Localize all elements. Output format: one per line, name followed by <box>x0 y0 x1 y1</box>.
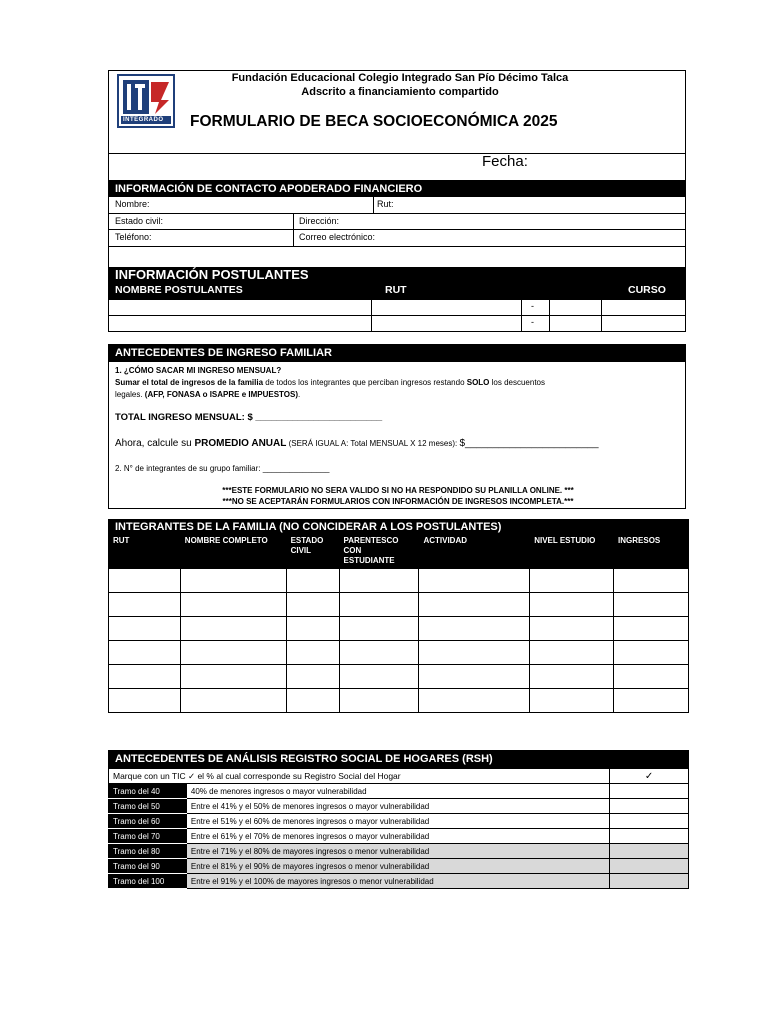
col-nivel-estudio: NIVEL ESTUDIO <box>530 534 614 569</box>
table-row[interactable] <box>109 689 689 713</box>
org-subtitle: Adscrito a financiamiento compartido <box>301 86 499 98</box>
nombre-field[interactable]: Nombre: <box>115 199 150 209</box>
rsh-tramo-label: Tramo del 60 <box>109 814 187 829</box>
rsh-tramo-checkbox[interactable] <box>610 874 689 889</box>
check-icon: ✓ <box>610 769 689 784</box>
table-row[interactable] <box>109 641 689 665</box>
org-name: Fundación Educacional Colegio Integrado San Pío Décimo Talca <box>231 72 569 84</box>
correo-field[interactable]: Correo electrónico: <box>299 232 376 242</box>
table-row[interactable] <box>109 569 689 593</box>
rsh-tramo-label: Tramo del 50 <box>109 799 187 814</box>
rut-dash: - <box>531 317 534 327</box>
applicants-table <box>108 299 686 332</box>
calc-blank: $________________________ <box>459 438 599 449</box>
rsh-tramo-label: Tramo del 40 <box>109 784 187 799</box>
table-row[interactable] <box>109 617 689 641</box>
col-rut: RUT <box>109 534 181 569</box>
rsh-instruction: Marque con un TIC ✓ el % al cual corresponde su Registro Social del Hogar <box>109 769 610 784</box>
school-logo <box>117 74 175 128</box>
family-count-field[interactable]: 2. N° de integrantes de su grupo familiar: _______________ <box>115 464 330 473</box>
income-instr-end: los descuentos <box>489 378 545 387</box>
legal-start: legales. <box>115 390 145 399</box>
income-instructions <box>115 378 675 387</box>
calc-note: (SERÁ IGUAL A: Total MENSUAL X 12 meses): <box>286 439 460 448</box>
rsh-section-header: ANTECEDENTES DE ANÁLISIS REGISTRO SOCIAL DE HOGARES (RSH) <box>108 750 689 768</box>
rut-field[interactable]: Rut: <box>377 199 394 209</box>
rsh-tramo-checkbox[interactable] <box>610 829 689 844</box>
col-ingresos: INGRESOS <box>614 534 689 569</box>
income-instr-bold: Sumar el total de ingresos de la familia <box>115 378 264 387</box>
rsh-tramo-desc: Entre el 61% y el 70% de menores ingresos o mayor vulnerabilidad <box>186 829 609 844</box>
date-label: Fecha: <box>482 153 528 170</box>
col-nombre-postulantes: NOMBRE POSTULANTES <box>115 284 243 296</box>
contact-grid <box>108 196 686 247</box>
family-table <box>108 533 689 713</box>
logo-text: INTEGRADO <box>123 117 164 123</box>
warning-2: ***NO SE ACEPTARÁN FORMULARIOS CON INFORMACIÓN DE INGRESOS INCOMPLETA.*** <box>222 497 574 506</box>
rsh-tramo-label: Tramo del 80 <box>109 844 187 859</box>
income-section-header: ANTECEDENTES DE INGRESO FAMILIAR <box>108 344 686 362</box>
estado-civil-field[interactable]: Estado civil: <box>115 216 164 226</box>
income-legal <box>115 390 300 399</box>
col-curso: CURSO <box>628 284 666 296</box>
income-box <box>108 361 686 509</box>
rsh-tramo-desc: Entre el 71% y el 80% de mayores ingresos o menor vulnerabilidad <box>186 844 609 859</box>
rsh-row <box>109 814 689 829</box>
rsh-tramo-desc: Entre el 91% y el 100% de mayores ingresos o menor vulnerabilidad <box>186 874 609 889</box>
family-section-header: INTEGRANTES DE LA FAMILIA (NO CONCIDERAR A LOS POSTULANTES) <box>108 519 689 534</box>
income-question-1: 1. ¿CÓMO SACAR MI INGRESO MENSUAL? <box>115 366 282 375</box>
rsh-row <box>109 784 689 799</box>
rsh-tramo-checkbox[interactable] <box>610 799 689 814</box>
col-nombre-completo: NOMBRE COMPLETO <box>180 534 286 569</box>
rsh-tramo-checkbox[interactable] <box>610 784 689 799</box>
telefono-field[interactable]: Teléfono: <box>115 232 152 242</box>
table-row[interactable] <box>109 593 689 617</box>
rsh-tramo-desc: Entre el 51% y el 60% de menores ingresos o mayor vulnerabilidad <box>186 814 609 829</box>
col-estado-civil: ESTADO CIVIL <box>286 534 339 569</box>
calc-bold: PROMEDIO ANUAL <box>194 438 287 449</box>
col-rut: RUT <box>385 284 407 296</box>
applicants-title: INFORMACIÓN POSTULANTES <box>115 267 309 282</box>
rsh-row <box>109 874 689 889</box>
rsh-tramo-label: Tramo del 70 <box>109 829 187 844</box>
legal-end: . <box>298 390 301 399</box>
rsh-tramo-desc: 40% de menores ingresos o mayor vulnerabilidad <box>186 784 609 799</box>
date-row <box>108 153 686 181</box>
total-income-field[interactable]: TOTAL INGRESO MENSUAL: $ ________________________ <box>115 412 383 423</box>
rsh-tramo-label: Tramo del 90 <box>109 859 187 874</box>
calc-start: Ahora, calcule su <box>115 438 195 449</box>
applicants-section-header <box>108 267 686 299</box>
col-parentesco: PARENTESCO CON ESTUDIANTE <box>339 534 419 569</box>
income-instr-solo: SOLO <box>466 378 490 387</box>
rsh-tramo-desc: Entre el 81% y el 90% de mayores ingresos o menor vulnerabilidad <box>186 859 609 874</box>
rsh-row <box>109 859 689 874</box>
contact-blank-row <box>108 246 686 268</box>
rsh-tramo-checkbox[interactable] <box>610 844 689 859</box>
direccion-field[interactable]: Dirección: <box>299 216 340 226</box>
rsh-tramo-desc: Entre el 41% y el 50% de menores ingresos o mayor vulnerabilidad <box>186 799 609 814</box>
rut-dash: - <box>531 301 534 311</box>
legal-bold: (AFP, FONASA o ISAPRE e IMPUESTOS) <box>144 390 299 399</box>
warning-1: ***ESTE FORMULARIO NO SERA VALIDO SI NO HA RESPONDIDO SU PLANILLA ONLINE. *** <box>222 486 574 495</box>
contact-section-header: INFORMACIÓN DE CONTACTO APODERADO FINANCIERO <box>108 181 686 197</box>
rsh-row <box>109 844 689 859</box>
table-row[interactable] <box>109 665 689 689</box>
col-actividad: ACTIVIDAD <box>419 534 530 569</box>
page-title: FORMULARIO DE BECA SOCIOECONÓMICA 2025 <box>190 113 558 130</box>
income-instr-mid: de todos los integrantes que perciban ingresos restando <box>263 378 467 387</box>
annual-average-field[interactable] <box>115 438 599 449</box>
rsh-tramo-checkbox[interactable] <box>610 859 689 874</box>
rsh-row <box>109 829 689 844</box>
rsh-row <box>109 799 689 814</box>
rsh-tramo-checkbox[interactable] <box>610 814 689 829</box>
rsh-table <box>108 768 689 889</box>
rsh-tramo-label: Tramo del 100 <box>109 874 187 889</box>
